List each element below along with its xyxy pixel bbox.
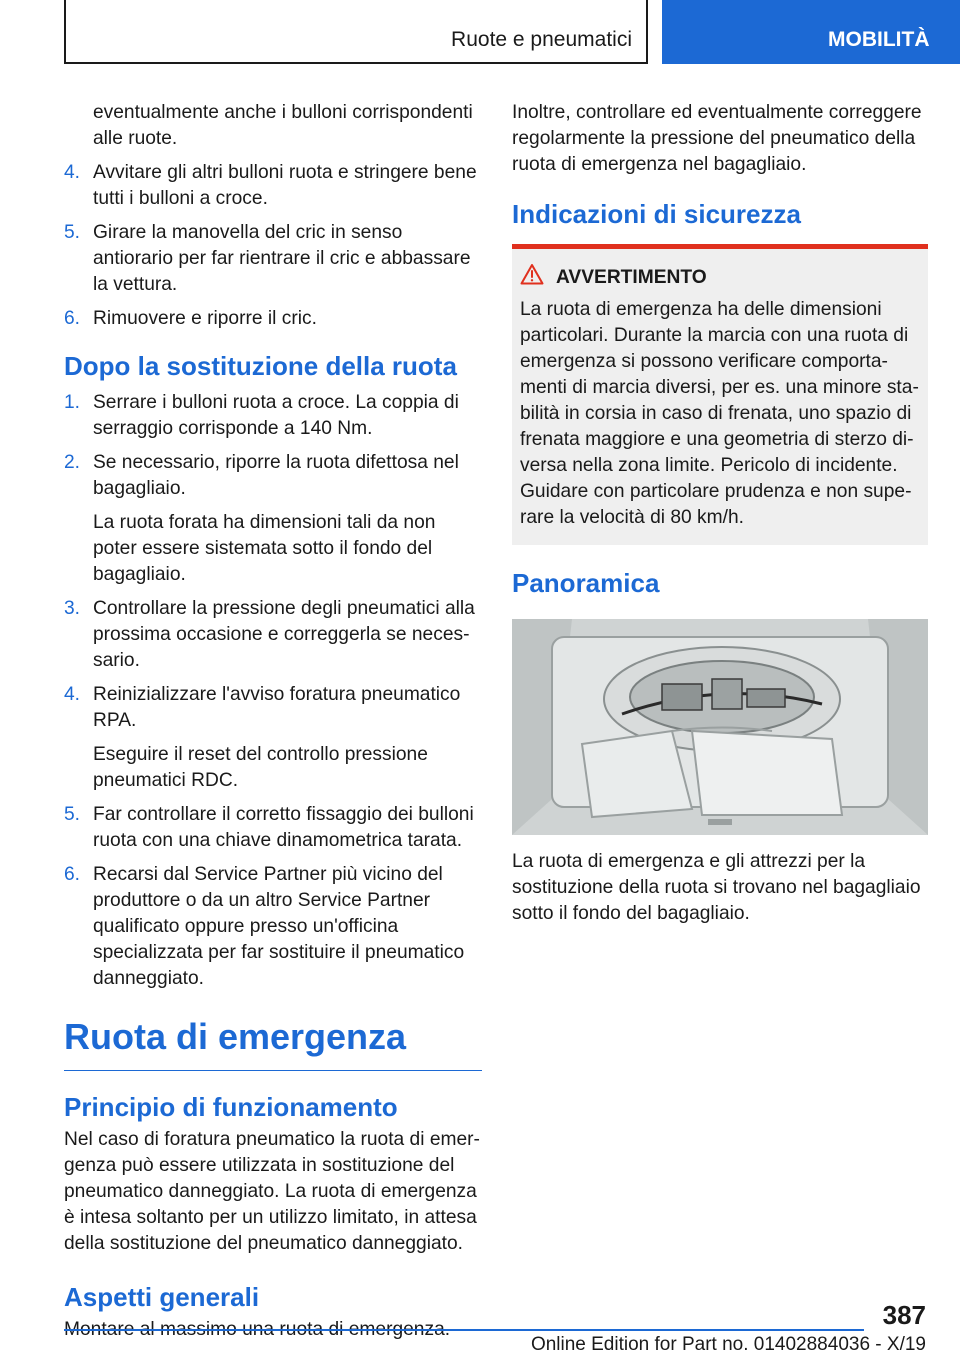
general-text: Montare al massimo una ruota di emergenza. [64, 1319, 451, 1340]
step-number: 5. [64, 222, 81, 243]
pressure-text: Inoltre, controllare ed eventualmente correggere regolarmente la pressione del pneumatico della ruota di emergenza nel bagagliaio. [512, 102, 922, 175]
step-text: Avvitare gli altri bulloni ruota e stringere bene tutti i bulloni a croce. [93, 162, 477, 209]
list-item [64, 682, 482, 794]
step-number: 6. [64, 864, 81, 885]
list-item [64, 160, 482, 212]
heading-spare-wheel: Ruota di emergenza [64, 1016, 407, 1057]
figure-caption: La ruota di emergenza e gli attrezzi per la sostituzione della ruota si trovano nel bagagliaio sotto il fondo del bagagliaio. [512, 851, 921, 924]
step-number: 5. [64, 804, 81, 825]
warning-title: AVVERTIMENTO [556, 267, 707, 288]
list-item [64, 450, 482, 588]
right-column [512, 100, 928, 927]
principle-text: Nel caso di foratura pneumatico la ruota di emergenza può essere utilizzata in sostituzione del pneumatico danneggiato. La ruota di emergenza è intesa soltanto per un utilizzo limitato, in attesa della sostituzione del pneumatico danneggiato. [64, 1129, 480, 1254]
warning-text: La ruota di emergenza ha delle dimensioni particolari. Durante la marcia con una ruota di emergenza si possono verificare comportamenti di marcia diversi, per es. una minore stabilità in corsia in caso di frenata, uno spazio di frenata maggiore e una geometria di sterzo diversa nella zona limite. Pericolo di incidente. Guidare con particolare prudenza e non superare la velocità di 80 km/h. [520, 299, 919, 528]
step-number: 3. [64, 598, 81, 619]
trunk-illustration-svg [512, 619, 928, 835]
warning-triangle-svg [520, 263, 544, 285]
step-number: 4. [64, 162, 81, 183]
heading-general: Aspetti generali [64, 1282, 260, 1312]
heading-overview: Panoramica [512, 568, 660, 598]
step-text: Se necessario, riporre la ruota difettosa nel bagagliaio. [93, 452, 459, 499]
chapter-title: MOBILITÀ [828, 28, 930, 51]
heading-after-change: Dopo la sostituzione della ruota [64, 351, 457, 381]
step-text: Serrare i bulloni ruota a croce. La coppia di serraggio corrisponde a 140 Nm. [93, 392, 459, 439]
step-text: Rimuovere e riporre il cric. [93, 308, 317, 329]
list-item [64, 220, 482, 298]
left-column [64, 100, 482, 1343]
heading-rule [64, 1070, 482, 1071]
trunk-spare-wheel-illustration [512, 619, 928, 835]
list-item [64, 802, 482, 854]
step-text: Reinizializzare l'avviso foratura pneumatico RPA. [93, 684, 461, 731]
step-number: 2. [64, 452, 81, 473]
warning-header [520, 263, 920, 293]
list-item [64, 390, 482, 442]
warning-box [512, 244, 928, 545]
chapter-tab [662, 0, 960, 64]
step-note: Eseguire il reset del controllo pressione pneumatici RDC. [93, 744, 428, 791]
step-note: La ruota forata ha dimensioni tali da non poter essere sistemata sotto il fondo del bagagliaio. [93, 512, 436, 585]
footer-rule [64, 1329, 864, 1331]
step-text: Far controllare il corretto fissaggio dei bulloni ruota con una chiave dinamometrica tarata. [93, 804, 474, 851]
steps-list-a [64, 160, 482, 332]
warning-triangle-icon [520, 263, 544, 293]
step-text: Girare la manovella del cric in senso antiorario per far rientrare il cric e abbassare la vettura. [93, 222, 471, 295]
steps-list-b [64, 390, 482, 992]
section-title: Ruote e pneumatici [451, 28, 632, 51]
page-number: 387 [882, 1300, 926, 1330]
step-continuation: eventualmente anche i bulloni corrispondenti alle ruote. [93, 102, 473, 149]
step-number: 6. [64, 308, 81, 329]
step-number: 4. [64, 684, 81, 705]
step-text: Recarsi dal Service Partner più vicino del produttore o da un altro Service Partner qualificato oppure presso un'officina specializzata per far sostituire il pneumatico danneggiato. [93, 864, 465, 989]
footer-edition: Online Edition for Part no. 01402884036 - X/19 [530, 1334, 926, 1355]
list-item [64, 862, 482, 992]
running-header [64, 0, 648, 64]
list-item [64, 306, 482, 332]
heading-safety: Indicazioni di sicurezza [512, 199, 801, 229]
step-number: 1. [64, 392, 81, 413]
heading-principle: Principio di funzionamento [64, 1092, 398, 1122]
step-text: Controllare la pressione degli pneumatici alla prossima occasione e correggerla se necessario. [93, 598, 475, 671]
list-item [64, 596, 482, 674]
